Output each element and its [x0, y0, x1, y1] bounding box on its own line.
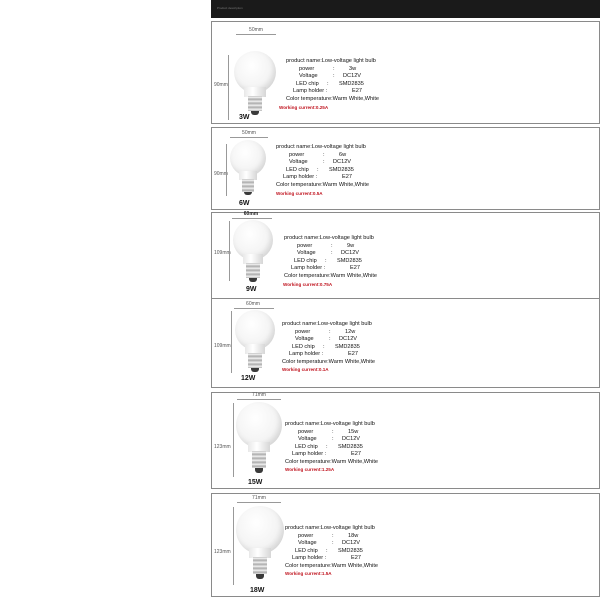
wattage-label: 9W	[246, 286, 257, 293]
colon: :	[325, 257, 327, 264]
led-chip-value: SMD2835	[329, 166, 354, 173]
spec-block	[282, 321, 462, 367]
power-value: 9w	[347, 242, 355, 249]
power-label: power	[299, 65, 315, 72]
power-label: power	[298, 532, 314, 539]
lamp-holder-label: Lamp holder :	[283, 174, 318, 181]
colon: :	[326, 547, 328, 554]
voltage-value: DC12V	[342, 540, 361, 547]
lamp-holder-label: Lamp holder :	[291, 265, 326, 272]
colon: :	[331, 242, 333, 249]
power-label: power	[298, 428, 314, 435]
voltage-value: DC12V	[343, 73, 362, 80]
height-label: 90mm	[214, 82, 228, 88]
color-temperature: Color temperature:Warm White,White	[285, 562, 379, 569]
colon: :	[327, 80, 329, 87]
voltage-value: DC12V	[342, 436, 361, 443]
width-dimension-line	[230, 137, 268, 138]
colon: :	[332, 540, 334, 547]
height-label: 123mm	[214, 444, 231, 450]
voltage-label: Voltage	[298, 540, 317, 547]
top-banner	[211, 0, 600, 18]
height-label: 123mm	[214, 549, 231, 555]
colon: :	[332, 436, 334, 443]
led-chip-label: LED chip	[295, 547, 318, 554]
product-name: product name:Low-voltage light bulb	[276, 144, 366, 150]
product-card-9w	[211, 212, 600, 300]
colon: :	[333, 65, 335, 72]
led-chip-value: SMD2835	[335, 343, 360, 350]
height-dimension-line	[229, 221, 230, 281]
working-current: Working current:0.1A	[282, 367, 329, 372]
working-current: Working current:1.25A	[285, 467, 335, 472]
height-dimension-line	[233, 507, 234, 585]
working-current: Working current:0.5A	[276, 191, 323, 196]
color-temperature: Color temperature:Warm White,White	[285, 458, 379, 465]
led-chip-label: LED chip	[295, 443, 318, 450]
voltage-label: Voltage	[295, 336, 314, 343]
height-label: 109mm	[214, 343, 231, 349]
color-temperature: Color temperature:Warm White,White	[286, 95, 380, 102]
product-name: product name:Low-voltage light bulb	[282, 321, 372, 327]
spec-block	[284, 235, 464, 281]
height-dimension-line	[226, 144, 227, 196]
power-value: 12w	[345, 328, 356, 335]
power-value: 6w	[339, 151, 347, 158]
product-card-15w	[211, 392, 600, 489]
product-card-12w	[211, 298, 600, 388]
power-value: 3w	[349, 65, 357, 72]
wattage-label: 12W	[241, 375, 256, 382]
lamp-holder-label: Lamp holder :	[292, 555, 327, 562]
banner-caption: Product description	[217, 6, 243, 10]
colon: :	[333, 73, 335, 80]
lamp-holder-value: E27	[342, 174, 352, 181]
lamp-holder-label: Lamp holder :	[293, 88, 328, 95]
voltage-label: Voltage	[297, 250, 316, 257]
width-label: 50mm	[249, 27, 263, 33]
width-dimension-line	[234, 308, 274, 309]
power-label: power	[289, 151, 305, 158]
height-label: 109mm	[214, 250, 231, 256]
led-chip-label: LED chip	[294, 257, 317, 264]
colon: :	[323, 159, 325, 166]
color-temperature: Color temperature:Warm White,White	[282, 358, 376, 365]
spec-block	[286, 58, 466, 104]
width-label: 71mm	[252, 392, 266, 398]
color-temperature: Color temperature:Warm White,White	[276, 181, 370, 188]
wattage-label: 3W	[239, 114, 250, 121]
width-dimension-line	[237, 399, 281, 400]
height-dimension-line	[233, 403, 234, 477]
led-chip-value: SMD2835	[338, 547, 363, 554]
height-dimension-line	[228, 55, 229, 120]
wattage-label: 6W	[239, 200, 250, 207]
colon: :	[332, 428, 334, 435]
product-card-3w	[211, 21, 600, 124]
power-label: power	[297, 242, 313, 249]
lamp-holder-value: E27	[350, 265, 360, 272]
voltage-label: Voltage	[289, 159, 308, 166]
colon: :	[331, 250, 333, 257]
voltage-label: Voltage	[298, 436, 317, 443]
color-temperature: Color temperature:Warm White,White	[284, 272, 378, 279]
colon: :	[317, 166, 319, 173]
lamp-holder-value: E27	[352, 88, 362, 95]
wattage-label: 15W	[248, 479, 263, 486]
width-dimension-line	[232, 218, 272, 219]
working-current: Working current:0.75A	[283, 282, 333, 287]
width-label: 50mm	[242, 130, 256, 136]
height-dimension-line	[231, 311, 232, 373]
voltage-label: Voltage	[299, 73, 318, 80]
voltage-value: DC12V	[339, 336, 358, 343]
width-label: 60mm	[246, 301, 260, 307]
lamp-holder-value: E27	[351, 555, 361, 562]
spec-block	[285, 525, 465, 571]
width-label: 71mm	[252, 495, 266, 501]
led-chip-value: SMD2835	[339, 80, 364, 87]
wattage-label: 18W	[250, 587, 265, 594]
width-dimension-line	[237, 502, 281, 503]
working-current: Working current:1.5A	[285, 571, 332, 576]
product-card-18w	[211, 493, 600, 597]
product-name: product name:Low-voltage light bulb	[285, 421, 375, 427]
voltage-value: DC12V	[341, 250, 360, 257]
height-label: 90mm	[214, 171, 228, 177]
led-chip-label: LED chip	[292, 343, 315, 350]
led-chip-value: SMD2835	[337, 257, 362, 264]
working-current: Working current:0.25A	[279, 105, 329, 110]
power-label: power	[295, 328, 311, 335]
colon: :	[326, 443, 328, 450]
width-dimension-line	[236, 34, 276, 35]
colon: :	[323, 151, 325, 158]
led-chip-label: LED chip	[296, 80, 319, 87]
product-card-6w	[211, 127, 600, 210]
spec-block	[285, 421, 465, 467]
lamp-holder-value: E27	[351, 451, 361, 458]
power-value: 15w	[348, 428, 359, 435]
width-label: 60mm	[243, 211, 259, 217]
product-name: product name:Low-voltage light bulb	[284, 235, 374, 241]
colon: :	[329, 328, 331, 335]
lamp-holder-value: E27	[348, 351, 358, 358]
colon: :	[332, 532, 334, 539]
voltage-value: DC12V	[333, 159, 352, 166]
power-value: 18w	[348, 532, 359, 539]
product-name: product name:Low-voltage light bulb	[286, 58, 376, 64]
product-name: product name:Low-voltage light bulb	[285, 525, 375, 531]
spec-block	[276, 144, 456, 190]
colon: :	[329, 336, 331, 343]
colon: :	[323, 343, 325, 350]
lamp-holder-label: Lamp holder :	[289, 351, 324, 358]
led-chip-value: SMD2835	[338, 443, 363, 450]
lamp-holder-label: Lamp holder :	[292, 451, 327, 458]
led-chip-label: LED chip	[286, 166, 309, 173]
